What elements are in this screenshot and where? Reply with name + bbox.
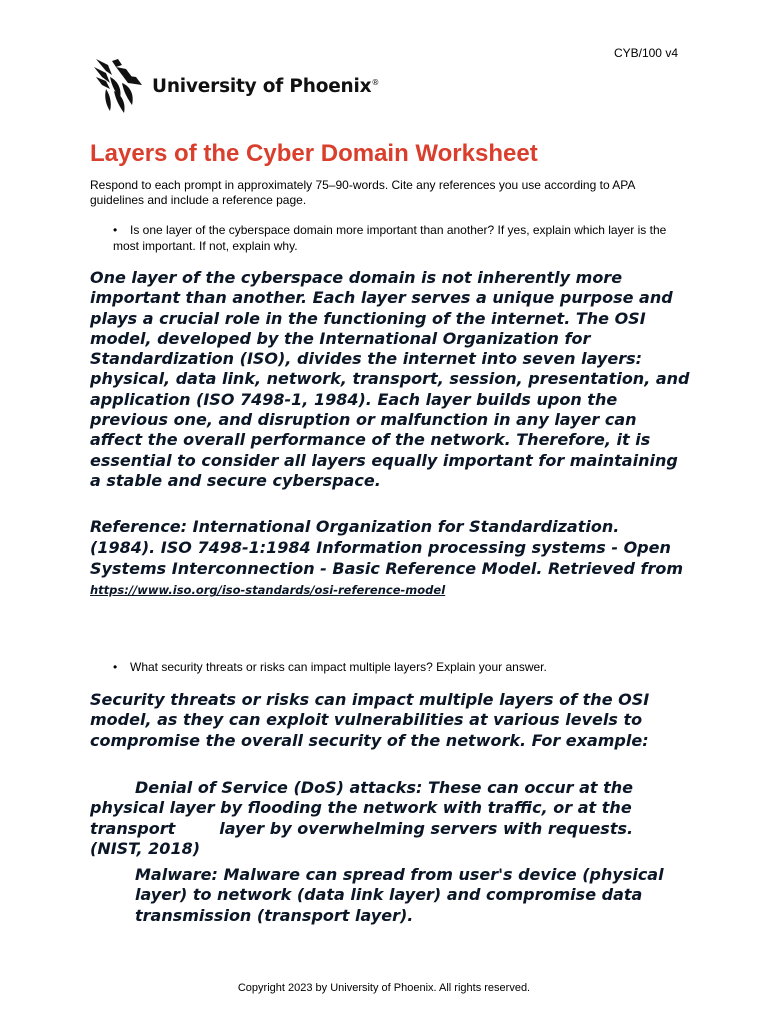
dos-paragraph	[90, 778, 690, 859]
bullet-icon: •	[113, 223, 118, 237]
prompt-2-text: What security threats or risks can impact multiple layers? Explain your answer.	[130, 660, 547, 674]
registered-mark: ®	[371, 77, 380, 87]
document-title: Layers of the Cyber Domain Worksheet	[90, 140, 538, 167]
university-logo	[92, 55, 379, 117]
reference-text: Reference: International Organization for Standardization. (1984). ISO 7498-1:1984 Information processing systems - Open Systems Interconnection - Basic Reference Model. Retrieved from	[90, 517, 684, 578]
dos-line-2: physical layer by flooding the network with traffic, or at the	[90, 798, 632, 818]
university-name: University of Phoenix®	[152, 75, 380, 97]
copyright-footer: Copyright 2023 by University of Phoenix. All rights reserved.	[237, 982, 531, 994]
course-code: CYB/100 v4	[613, 46, 678, 60]
instructions: Respond to each prompt in approximately 75–90-words. Cite any references you use according to APA guidelines and include a reference page.	[90, 178, 635, 207]
prompt-2	[113, 659, 683, 675]
answer-1: One layer of the cyberspace domain is not inherently more important than another. Each layer serves a unique purpose and plays a crucial role in the functioning of the internet. The OSI model, developed by the International Organization for Standardization (ISO), divides the internet into seven layers: physical, data link, network, transport, session, presentation, and application (ISO 7498-1, 1984). Each layer builds upon the previous one, and disruption or malfunction in any layer can affect the overall performance of the network. Therefore, it is essential to consider all layers equally important for maintaining a stable and secure cyberspace.	[90, 268, 690, 490]
dos-line-1: Denial of Service (DoS) attacks: These can occur at the	[135, 778, 634, 797]
dos-line-4: (NIST, 2018)	[90, 838, 201, 858]
bullet-icon: •	[113, 660, 118, 674]
reference	[90, 517, 690, 601]
malware-paragraph: Malware: Malware can spread from user's device (physical layer) to network (data link layer) and compromise data transmission (transport layer).	[135, 865, 664, 925]
prompt-1-text: Is one layer of the cyberspace domain more important than another? If yes, explain which layer is the most important. If not, explain why.	[113, 223, 667, 253]
phoenix-bird-icon	[92, 55, 148, 117]
prompt-1	[113, 222, 683, 254]
dos-line-3: transport layer by overwhelming servers with requests.	[90, 818, 634, 838]
reference-link[interactable]: https://www.iso.org/iso-standards/osi-reference-model	[90, 583, 446, 598]
answer-2: Security threats or risks can impact multiple layers of the OSI model, as they can exploit vulnerabilities at various levels to compromise the overall security of the network. For example:	[90, 690, 650, 750]
